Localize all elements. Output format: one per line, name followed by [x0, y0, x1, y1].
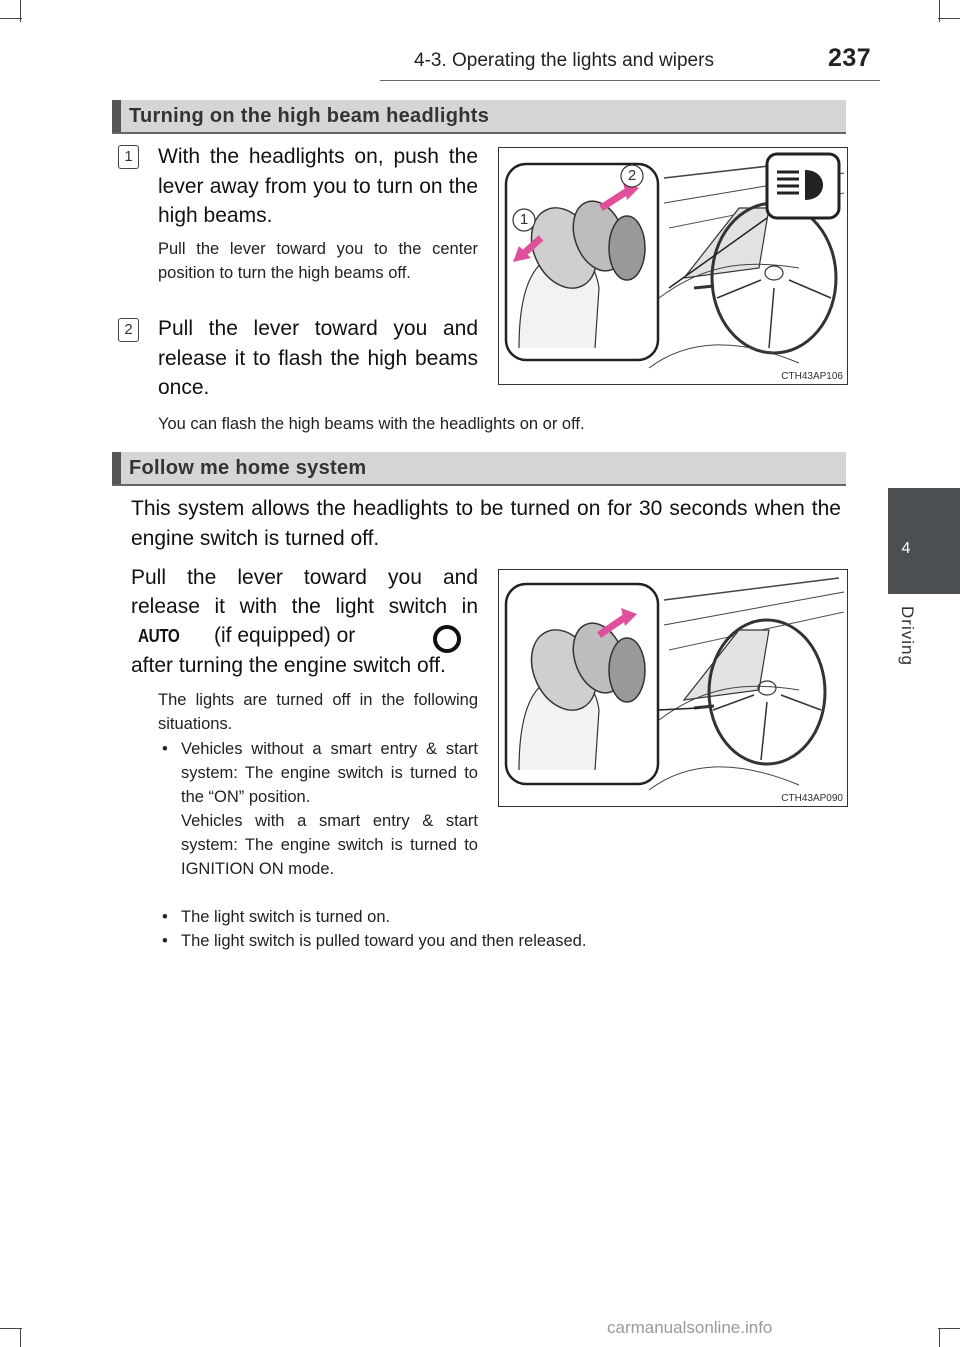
watermark: carmanualsonline.info [607, 1318, 773, 1337]
chapter-label: Driving [898, 606, 917, 666]
section-title: Follow me home system [129, 457, 367, 479]
section-heading-high-beam [112, 100, 846, 134]
bullet-1b: Vehicles with a smart entry & start system: The engine switch is turned to IGNITION ON mode. [181, 812, 478, 878]
lever-illustration [499, 570, 847, 806]
instruction-line-3: (if equipped) or [214, 624, 356, 647]
figure-code: CTH43AP090 [781, 793, 843, 804]
headlight-symbol-icon [433, 625, 461, 653]
crop-mark [20, 1328, 21, 1347]
section-title: Turning on the high beam headlights [129, 105, 490, 127]
step-2-note: You can flash the high beams with the headlights on or off. [158, 415, 585, 433]
crop-mark [0, 1328, 22, 1329]
instruction-line-1: Pull the lever toward you and [131, 566, 478, 589]
section-heading-follow-me-home [112, 452, 846, 486]
instruction-line-4: after turning the engine switch off. [131, 654, 446, 677]
crop-mark [939, 0, 940, 22]
crop-mark [939, 1328, 940, 1347]
callout-1: 1 [519, 211, 529, 228]
figure-follow-me-home-lever [498, 569, 848, 807]
step-2-text: Pull the lever toward you and release it to flash the high beams once. [158, 317, 478, 399]
chapter-tab [888, 488, 960, 594]
lever-illustration [499, 148, 847, 384]
running-header: 4-3. Operating the lights and wipers [414, 50, 714, 71]
step-number-1: 1 [118, 145, 139, 169]
bullet-3: The light switch is pulled toward you and then released. [181, 932, 587, 950]
crop-mark [0, 18, 22, 19]
figure-high-beam-lever [498, 147, 848, 385]
note-intro: The lights are turned off in the following situations. [158, 691, 478, 733]
step-1-note: Pull the lever toward you to the center position to turn the high beams off. [158, 240, 478, 282]
chapter-number: 4 [901, 540, 911, 557]
instruction-line-2: release it with the light switch in [131, 595, 478, 618]
callout-2: 2 [627, 167, 637, 184]
step-1-text: With the headlights on, push the lever away from you to turn on the high beams. [158, 145, 478, 227]
header-rule [380, 80, 880, 81]
bullet-mark: • [162, 908, 168, 926]
bullet-2: The light switch is turned on. [181, 908, 391, 926]
step-number-2: 2 [118, 318, 139, 342]
follow-me-home-intro: This system allows the headlights to be turned on for 30 seconds when the engine switch is turned off. [131, 497, 841, 550]
crop-mark [938, 1328, 960, 1329]
auto-symbol-icon: AUTO [138, 626, 180, 646]
bullet-mark: • [162, 740, 168, 758]
bullet-mark: • [162, 932, 168, 950]
crop-mark [20, 0, 21, 22]
bullet-1a: Vehicles without a smart entry & start system: The engine switch is turned to the “ON” position. [181, 740, 478, 806]
page-number: 237 [828, 44, 872, 72]
crop-mark [938, 18, 960, 19]
figure-code: CTH43AP106 [781, 371, 843, 382]
